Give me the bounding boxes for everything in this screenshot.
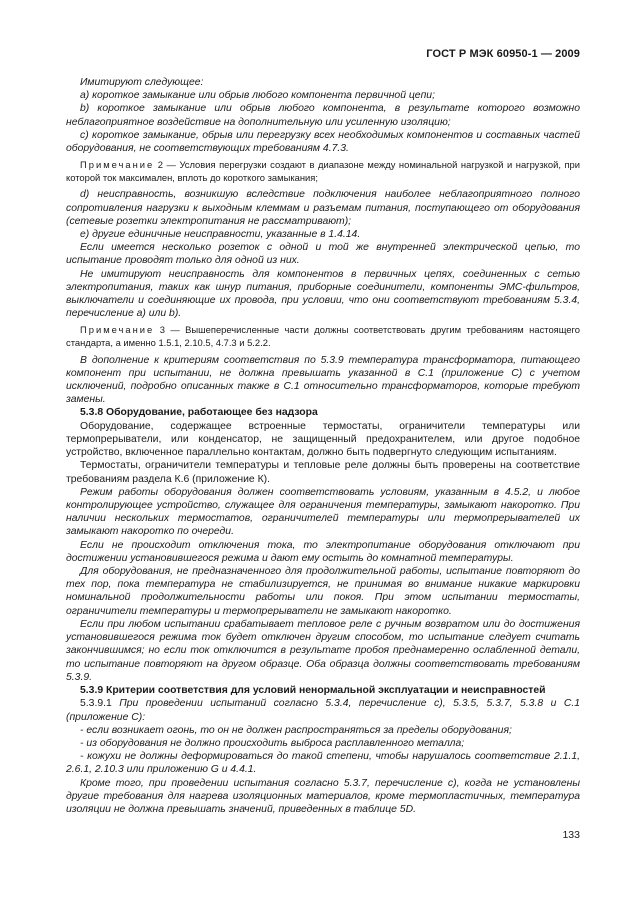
note-paragraph [66, 324, 580, 349]
page-number: 133 [562, 829, 580, 841]
section-heading [66, 684, 580, 697]
body-paragraph [66, 737, 580, 750]
paragraph-text: Имитируют следующее: [80, 77, 204, 88]
paragraph-text: 5.3.9 Критерии соответствия для условий ненормальной эксплуатации и неисправностей [80, 684, 546, 696]
body-paragraph [66, 228, 580, 241]
paragraph-text: е) другие единичные неисправности, указанные в 1.4.14. [80, 229, 361, 241]
body-paragraph [66, 539, 580, 565]
paragraph-text: с) короткое замыкание, обрыв или перегрузку всех необходимых компонентов и составных частей оборудования, не соответствующих требованиям 4.7.3. [66, 129, 580, 155]
body-paragraph [66, 354, 580, 407]
body-paragraph [66, 420, 580, 460]
body-paragraph [66, 750, 580, 776]
paragraph-text: Термостаты, ограничители температуры и тепловые реле должны быть проверены на соответствие требованиям раздела К.6 (приложение К). [66, 460, 580, 485]
paragraph-text: Кроме того, при проведении испытания согласно 5.3.7, перечисление с), когда не установлены другие требования для нагрева изоляционных материалов, кроме термопластичных, температура изоляции не должна превышать значений, приведенных в таблице 5D. [66, 777, 580, 815]
body-paragraph [66, 697, 580, 723]
body-paragraph [66, 724, 580, 737]
paragraph-text: - если возникает огонь, то он не должен распространяться за пределы оборудования; [80, 724, 512, 736]
paragraph-text: Если имеется несколько розеток с одной и той же внутренней электрической цепью, то испытание проводят только для одной из них. [66, 242, 580, 267]
paragraph-text: Оборудование, содержащее встроенные термостаты, ограничители температуры или термопрерыватели, или конденсатор, не защищенный предохранителем, или другое подобное устройство, включенное параллельно контактам, должно быть подвергнуто следующим испытаниям. [66, 420, 580, 459]
paragraph-text: Если при любом испытании срабатывает тепловое реле с ручным возвратом или до достижения установившегося режима ток будет отключен другим способом, то испытание следует считать закончившимся; но если ток отключится в результате пробоя преднамеренно ослабленной детали, то испытание повторяют на другом образце. Оба образца должны соответствовать требованиям 5.3.9. [66, 618, 580, 683]
paragraph-text: При проведении испытаний согласно 5.3.4, перечисление с), 5.3.5, 5.3.7, 5.3.8 и С.1 (приложение С): [66, 698, 580, 723]
paragraph-text: Если не происходит отключения тока, то электропитание оборудования отключают при достижении установившегося режима и дают ему остыть до комнатной температуры. [66, 539, 580, 564]
paragraph-text: - кожухи не должны деформироваться до такой степени, чтобы нарушалось соответствие 2.1.1, 2.6.1, 2.10.3 или приложению G и 4.4.1. [66, 751, 580, 776]
body-paragraph [66, 565, 580, 618]
paragraph-text: 2 — Условия перегрузки создают в диапазоне между номинальной нагрузкой и нагрузкой, при которой ток максимален, вплоть до короткого замыкания; [66, 159, 580, 183]
paragraph-text: b) короткое замыкание или обрыв любого компонента, в результате которого возможно неблагоприятное воздействие на дополнительную или усиленную изоляцию; [66, 103, 580, 128]
document-body [66, 76, 580, 816]
body-paragraph [66, 618, 580, 684]
paragraph-text: а) короткое замыкание или обрыв любого компонента первичной цепи; [80, 90, 435, 102]
body-paragraph [66, 777, 580, 817]
paragraph-text: - из оборудования не должно происходить выброса расплавленного металла; [80, 737, 465, 749]
clause-number: 5.3.9.1 [80, 698, 120, 710]
body-paragraph [66, 89, 580, 102]
paragraph-text: 3 — Вышеперечисленные части должны соответствовать другим требованиям настоящего стандарта, а именно 1.5.1, 2.10.5, 4.7.3 и 5.2.2. [66, 324, 580, 349]
body-paragraph [66, 241, 580, 267]
section-heading [66, 406, 580, 419]
body-paragraph [66, 486, 580, 539]
note-label: Примечание [80, 159, 155, 171]
note-paragraph [66, 159, 580, 184]
body-paragraph [66, 188, 580, 228]
paragraph-text: Не имитируют неисправность для компонентов в первичных цепях, соединенных с сетью электропитания, таких как шнур питания, приборные соединители, компоненты ЭМС-фильтров, выключатели и соединяющие их провода, при условии, что они соответствуют требованиям 5.3.4, перечисление а) или b). [66, 268, 580, 320]
body-paragraph [66, 268, 580, 321]
paragraph-text: Для оборудования, не предназначенного для продолжительной работы, испытание повторяют до тех пор, пока температура не стабилизируется, не принимая во внимание никакие маркировки номинальной продолжительности работы или покоя. При этом испытании термостаты, ограничители температуры и термопрерыватели не замыкают накоротко. [66, 566, 580, 617]
page-header-standard-title: ГОСТ Р МЭК 60950-1 — 2009 [426, 48, 580, 60]
note-label: Примечание [80, 324, 155, 336]
body-paragraph [66, 129, 580, 155]
paragraph-text: В дополнение к критериям соответствия по 5.3.9 температура трансформатора, питающего компонент при испытании, не должна превышать указанной в С.1 (приложение С) с учетом исключений, подробно описанных также в С.1 относительно трансформаторов, которые требуют замены. [66, 354, 580, 406]
body-paragraph [66, 459, 580, 485]
paragraph-text: 5.3.8 Оборудование, работающее без надзора [80, 407, 318, 419]
body-paragraph [66, 102, 580, 128]
paragraph-text: d) неисправность, возникшую вследствие подключения наиболее неблагоприятного полного сопротивления нагрузки к выходным клеммам и разъемам питания, поступающего от оборудования (сетевые розетки электропитания не рассматривают); [66, 189, 580, 227]
body-paragraph [66, 76, 580, 89]
paragraph-text: Режим работы оборудования должен соответствовать условиям, указанным в 4.5.2, и любое контролирующее устройство, служащее для ограничения температуры, замыкают накоротко. При наличии нескольких термостатов, ограничителей температуры или термопрерывателей их замыкают накоротко по очереди. [66, 486, 580, 538]
